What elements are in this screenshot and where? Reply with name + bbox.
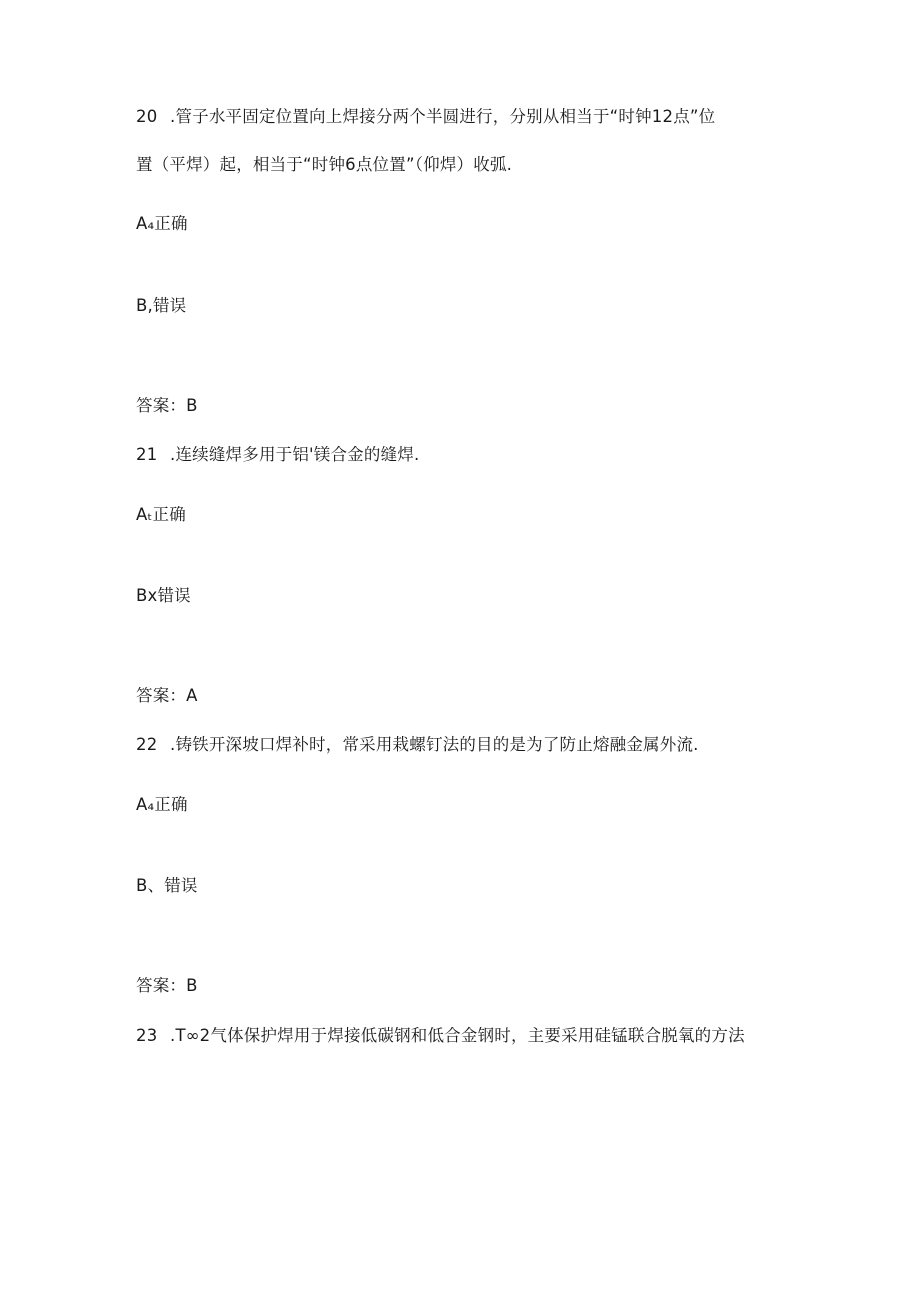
question-21-option-a: Aₜ正确	[136, 505, 186, 524]
question-23-line1	[136, 1026, 745, 1046]
question-20-option-a: A₄正确	[136, 214, 188, 233]
question-20-line2: 置（平焊）起，相当于“时钟6点位置”（仰焊）收弧.	[136, 155, 513, 174]
question-22-option-b: B、错误	[136, 876, 198, 895]
question-number: 20	[136, 107, 158, 126]
question-22-line1	[136, 735, 699, 755]
question-21-line1	[136, 445, 419, 465]
question-20-line1	[136, 107, 715, 127]
question-21-option-b: Bx错误	[136, 586, 191, 605]
question-number: 22	[136, 735, 158, 754]
question-22-option-a: A₄正确	[136, 795, 188, 814]
question-20-option-b: B,错误	[136, 296, 187, 315]
question-number: 23	[136, 1026, 158, 1045]
question-text: .管子水平固定位置向上焊接分两个半圆进行，分别从相当于“时钟12点”位	[170, 107, 716, 126]
question-text: .连续缝焊多用于铝'镁合金的缝焊.	[170, 445, 420, 464]
question-text: .铸铁开深坡口焊补时，常采用栽螺钉法的目的是为了防止熔融金属外流.	[170, 735, 699, 754]
question-number: 21	[136, 445, 158, 464]
question-21-answer: 答案：A	[136, 686, 198, 705]
question-20-answer: 答案：B	[136, 396, 198, 415]
question-22-answer: 答案：B	[136, 976, 198, 995]
question-text: .T∞2气体保护焊用于焊接低碳钢和低合金钢时，主要采用硅锰联合脱氧的方法	[170, 1026, 745, 1045]
